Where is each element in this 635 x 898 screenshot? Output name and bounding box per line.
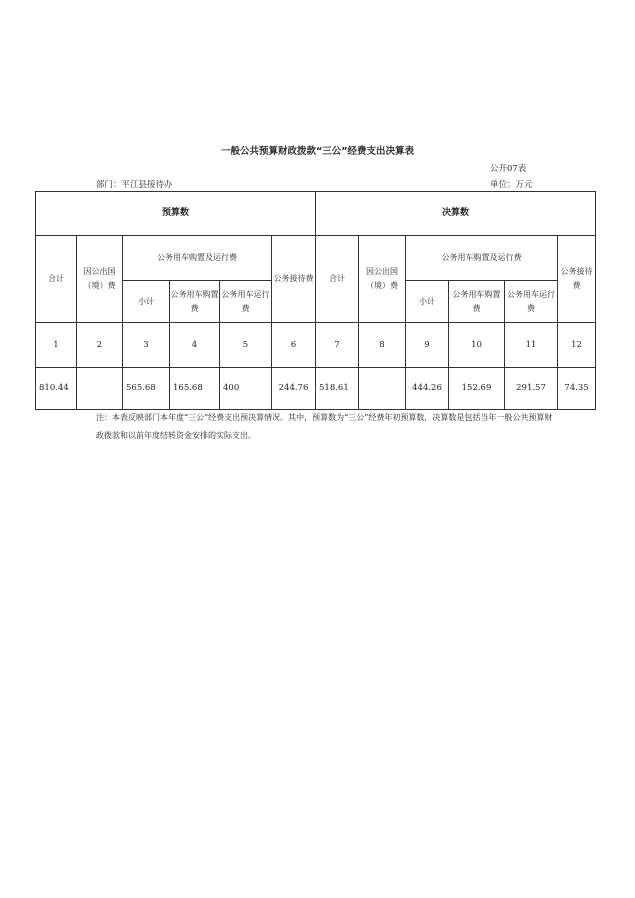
budget-vehicle-subtotal-value: 565.68 (123, 368, 170, 410)
column-number: 9 (406, 323, 449, 368)
final-vehicle-purchase-value: 152.69 (449, 368, 505, 410)
three-public-expenses-table (35, 191, 596, 410)
budget-group-header: 预算数 (36, 192, 316, 236)
final-abroad-header: 因公出国（境）费 (359, 236, 406, 323)
column-number: 8 (359, 323, 406, 368)
final-vehicle-purchase-header: 公务用车购置费 (449, 281, 505, 323)
value-row (36, 368, 596, 410)
column-number: 3 (123, 323, 170, 368)
column-number: 7 (316, 323, 359, 368)
form-code: 公开07表 (490, 164, 527, 174)
final-reception-header: 公务接待费 (558, 236, 596, 323)
budget-vehicle-operation-header: 公务用车运行费 (220, 281, 272, 323)
column-number: 4 (170, 323, 220, 368)
budget-vehicle-group-header: 公务用车购置及运行费 (123, 236, 272, 281)
final-vehicle-group-header: 公务用车购置及运行费 (406, 236, 558, 281)
column-number: 11 (505, 323, 558, 368)
department-label: 部门：平江县接待办 (96, 180, 173, 190)
final-abroad-value (359, 368, 406, 410)
unit-label: 单位：万元 (490, 180, 533, 190)
column-number-row (36, 323, 596, 368)
final-total-value: 518.61 (316, 368, 359, 410)
final-vehicle-operation-value: 291.57 (505, 368, 558, 410)
final-group-header: 决算数 (316, 192, 596, 236)
budget-abroad-value (77, 368, 123, 410)
column-number: 5 (220, 323, 272, 368)
budget-vehicle-purchase-header: 公务用车购置费 (170, 281, 220, 323)
final-total-header: 合计 (316, 236, 359, 323)
budget-vehicle-operation-value: 400 (220, 368, 272, 410)
column-number: 1 (36, 323, 77, 368)
budget-subtotal-header: 小计 (123, 281, 170, 323)
final-subtotal-header: 小计 (406, 281, 449, 323)
footnote: 注：本表反映部门本年度“三公”经费支出预决算情况。其中，预算数为“三公”经费年初预算数，决算数是包括当年一般公共预算财政拨款和以前年度结转资金安排的实际支出。 (96, 413, 553, 440)
budget-reception-header: 公务接待费 (272, 236, 316, 323)
final-vehicle-operation-header: 公务用车运行费 (505, 281, 558, 323)
column-number: 2 (77, 323, 123, 368)
budget-vehicle-purchase-value: 165.68 (170, 368, 220, 410)
budget-abroad-header: 因公出国（境）费 (77, 236, 123, 323)
column-number: 6 (272, 323, 316, 368)
column-number: 12 (558, 323, 596, 368)
final-reception-value: 74.35 (558, 368, 596, 410)
column-number: 10 (449, 323, 505, 368)
budget-total-value: 810.44 (36, 368, 77, 410)
final-vehicle-subtotal-value: 444.26 (406, 368, 449, 410)
budget-total-header: 合计 (36, 236, 77, 323)
budget-reception-value: 244.76 (272, 368, 316, 410)
report-title: 一般公共预算财政拨款“三公”经费支出决算表 (221, 146, 414, 157)
